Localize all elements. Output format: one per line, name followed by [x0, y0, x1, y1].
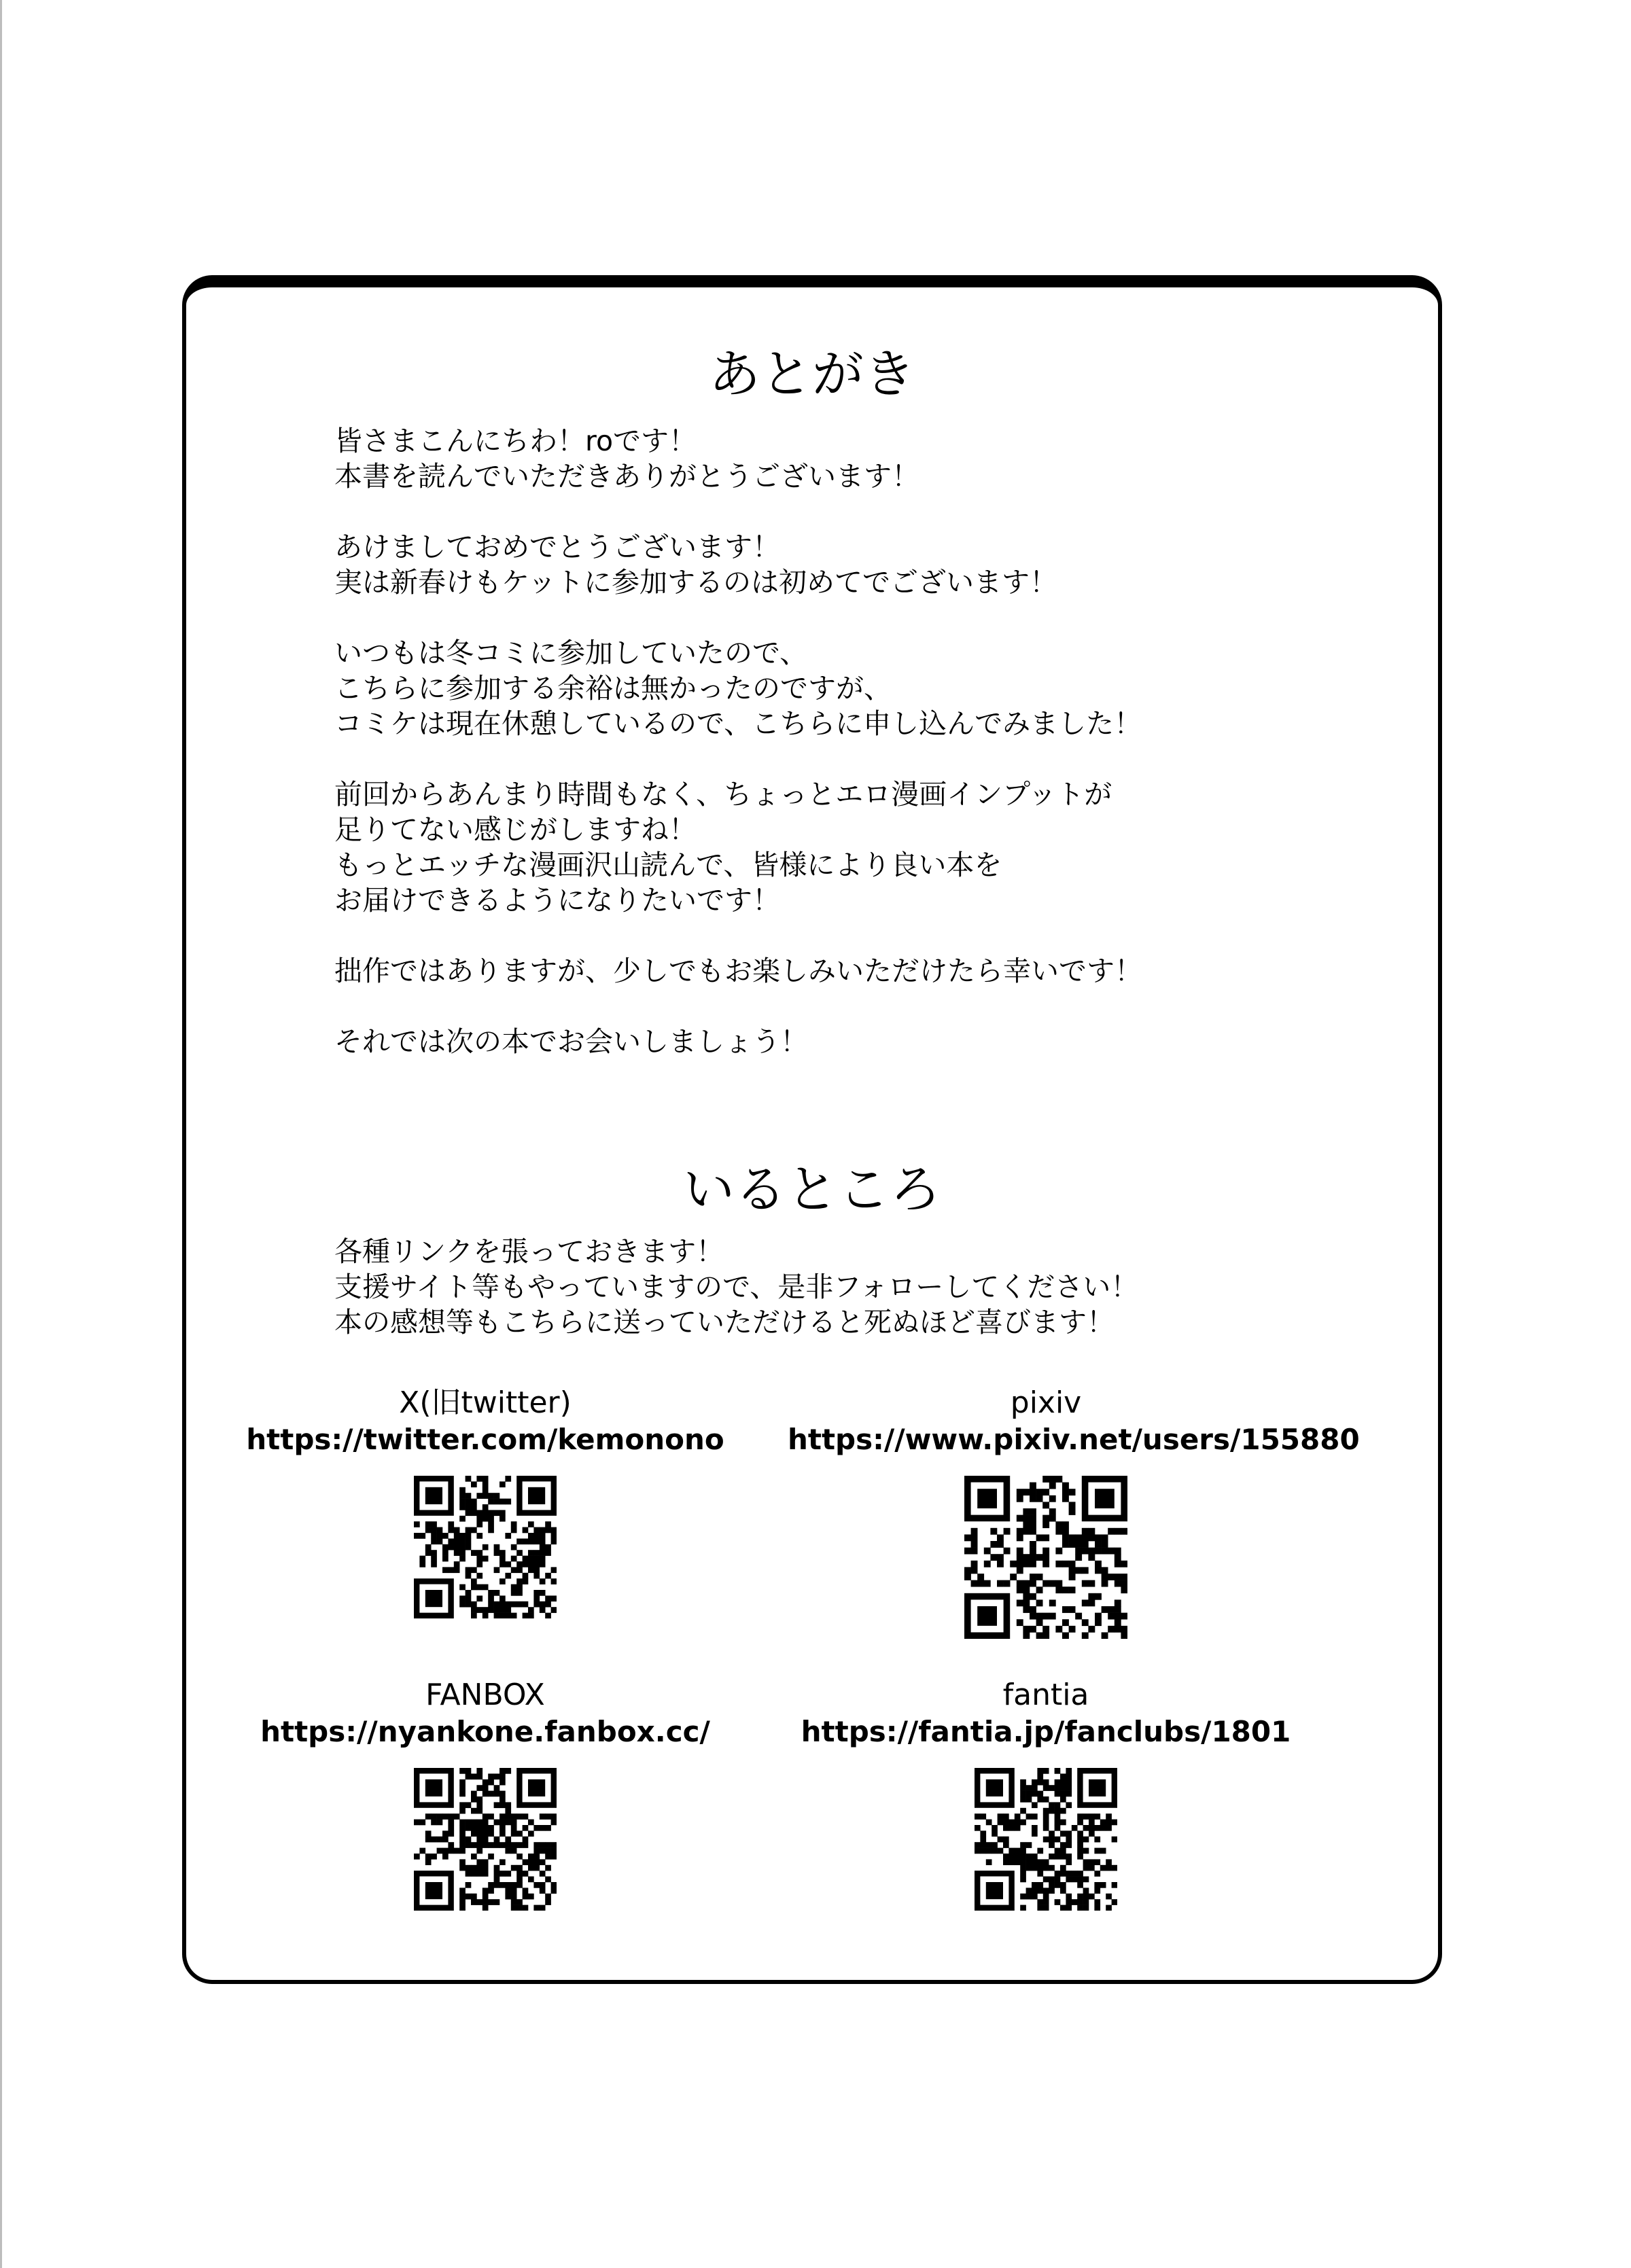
link-name-x: X(旧twitter) — [399, 1385, 572, 1420]
afterword-line: あけましておめでとうございます！ — [334, 531, 780, 563]
link-fantia — [788, 1677, 1304, 1911]
link-url-fantia[interactable]: https://fantia.jp/fanclubs/1801 — [801, 1715, 1291, 1748]
afterword-line: お届けできるようになりたいです！ — [334, 884, 780, 917]
link-x — [227, 1385, 743, 1618]
link-name-pixiv: pixiv — [1010, 1385, 1082, 1420]
link-pixiv — [788, 1385, 1360, 1639]
link-name-fantia: fantia — [1002, 1678, 1089, 1712]
whereabouts-line: 本の感想等もこちらに送っていただけると死ぬほど喜びます！ — [334, 1306, 1115, 1339]
link-url-fanbox[interactable]: https://nyankone.fanbox.cc/ — [260, 1715, 710, 1748]
whereabouts-line: 各種リンクを張っておきます！ — [334, 1235, 724, 1268]
afterword-line: コミケは現在休憩しているので、こちらに申し込んでみました！ — [334, 707, 1142, 740]
whereabouts-body — [334, 1234, 1354, 1340]
link-url-x[interactable]: https://twitter.com/kemonono — [246, 1423, 724, 1456]
afterword-line: もっとエッチな漫画沢山読んで、皆様により良い本を — [334, 849, 1002, 881]
link-name-fanbox: FANBOX — [425, 1678, 545, 1712]
qr-code-icon[interactable] — [414, 1768, 557, 1911]
afterword-line: いつもは冬コミに参加していたので、 — [334, 637, 808, 669]
afterword-line: それでは次の本でお会いしましょう！ — [334, 1025, 808, 1058]
qr-code-icon[interactable] — [975, 1768, 1117, 1911]
whereabouts-line: 支援サイト等もやっていますので、是非フォローしてください！ — [334, 1271, 1139, 1303]
afterword-line: 実は新春けもケットに参加するのは初めてでございます！ — [334, 566, 1057, 599]
afterword-body — [334, 423, 1354, 1059]
qr-code-icon[interactable] — [414, 1476, 557, 1618]
afterword-line: 本書を読んでいただきありがとうございます！ — [334, 460, 919, 493]
afterword-title: あとがき — [709, 344, 915, 404]
afterword-line: こちらに参加する余裕は無かったのですが、 — [334, 672, 892, 705]
qr-code-icon[interactable] — [964, 1476, 1127, 1639]
whereabouts-title: いるところ — [683, 1159, 941, 1220]
content-frame — [182, 275, 1442, 1984]
afterword-line: 拙作ではありますが、少しでもお楽しみいただけたら幸いです！ — [334, 955, 1142, 987]
page-edge — [0, 0, 2, 2268]
link-fanbox — [227, 1677, 743, 1911]
afterword-line: 前回からあんまり時間もなく、ちょっとエロ漫画インプットが — [334, 778, 1112, 811]
link-url-pixiv[interactable]: https://www.pixiv.net/users/155880 — [788, 1423, 1360, 1456]
afterword-line: 皆さまこんにちわ！roです！ — [334, 425, 697, 457]
afterword-line: 足りてない感じがしますね！ — [334, 813, 697, 846]
